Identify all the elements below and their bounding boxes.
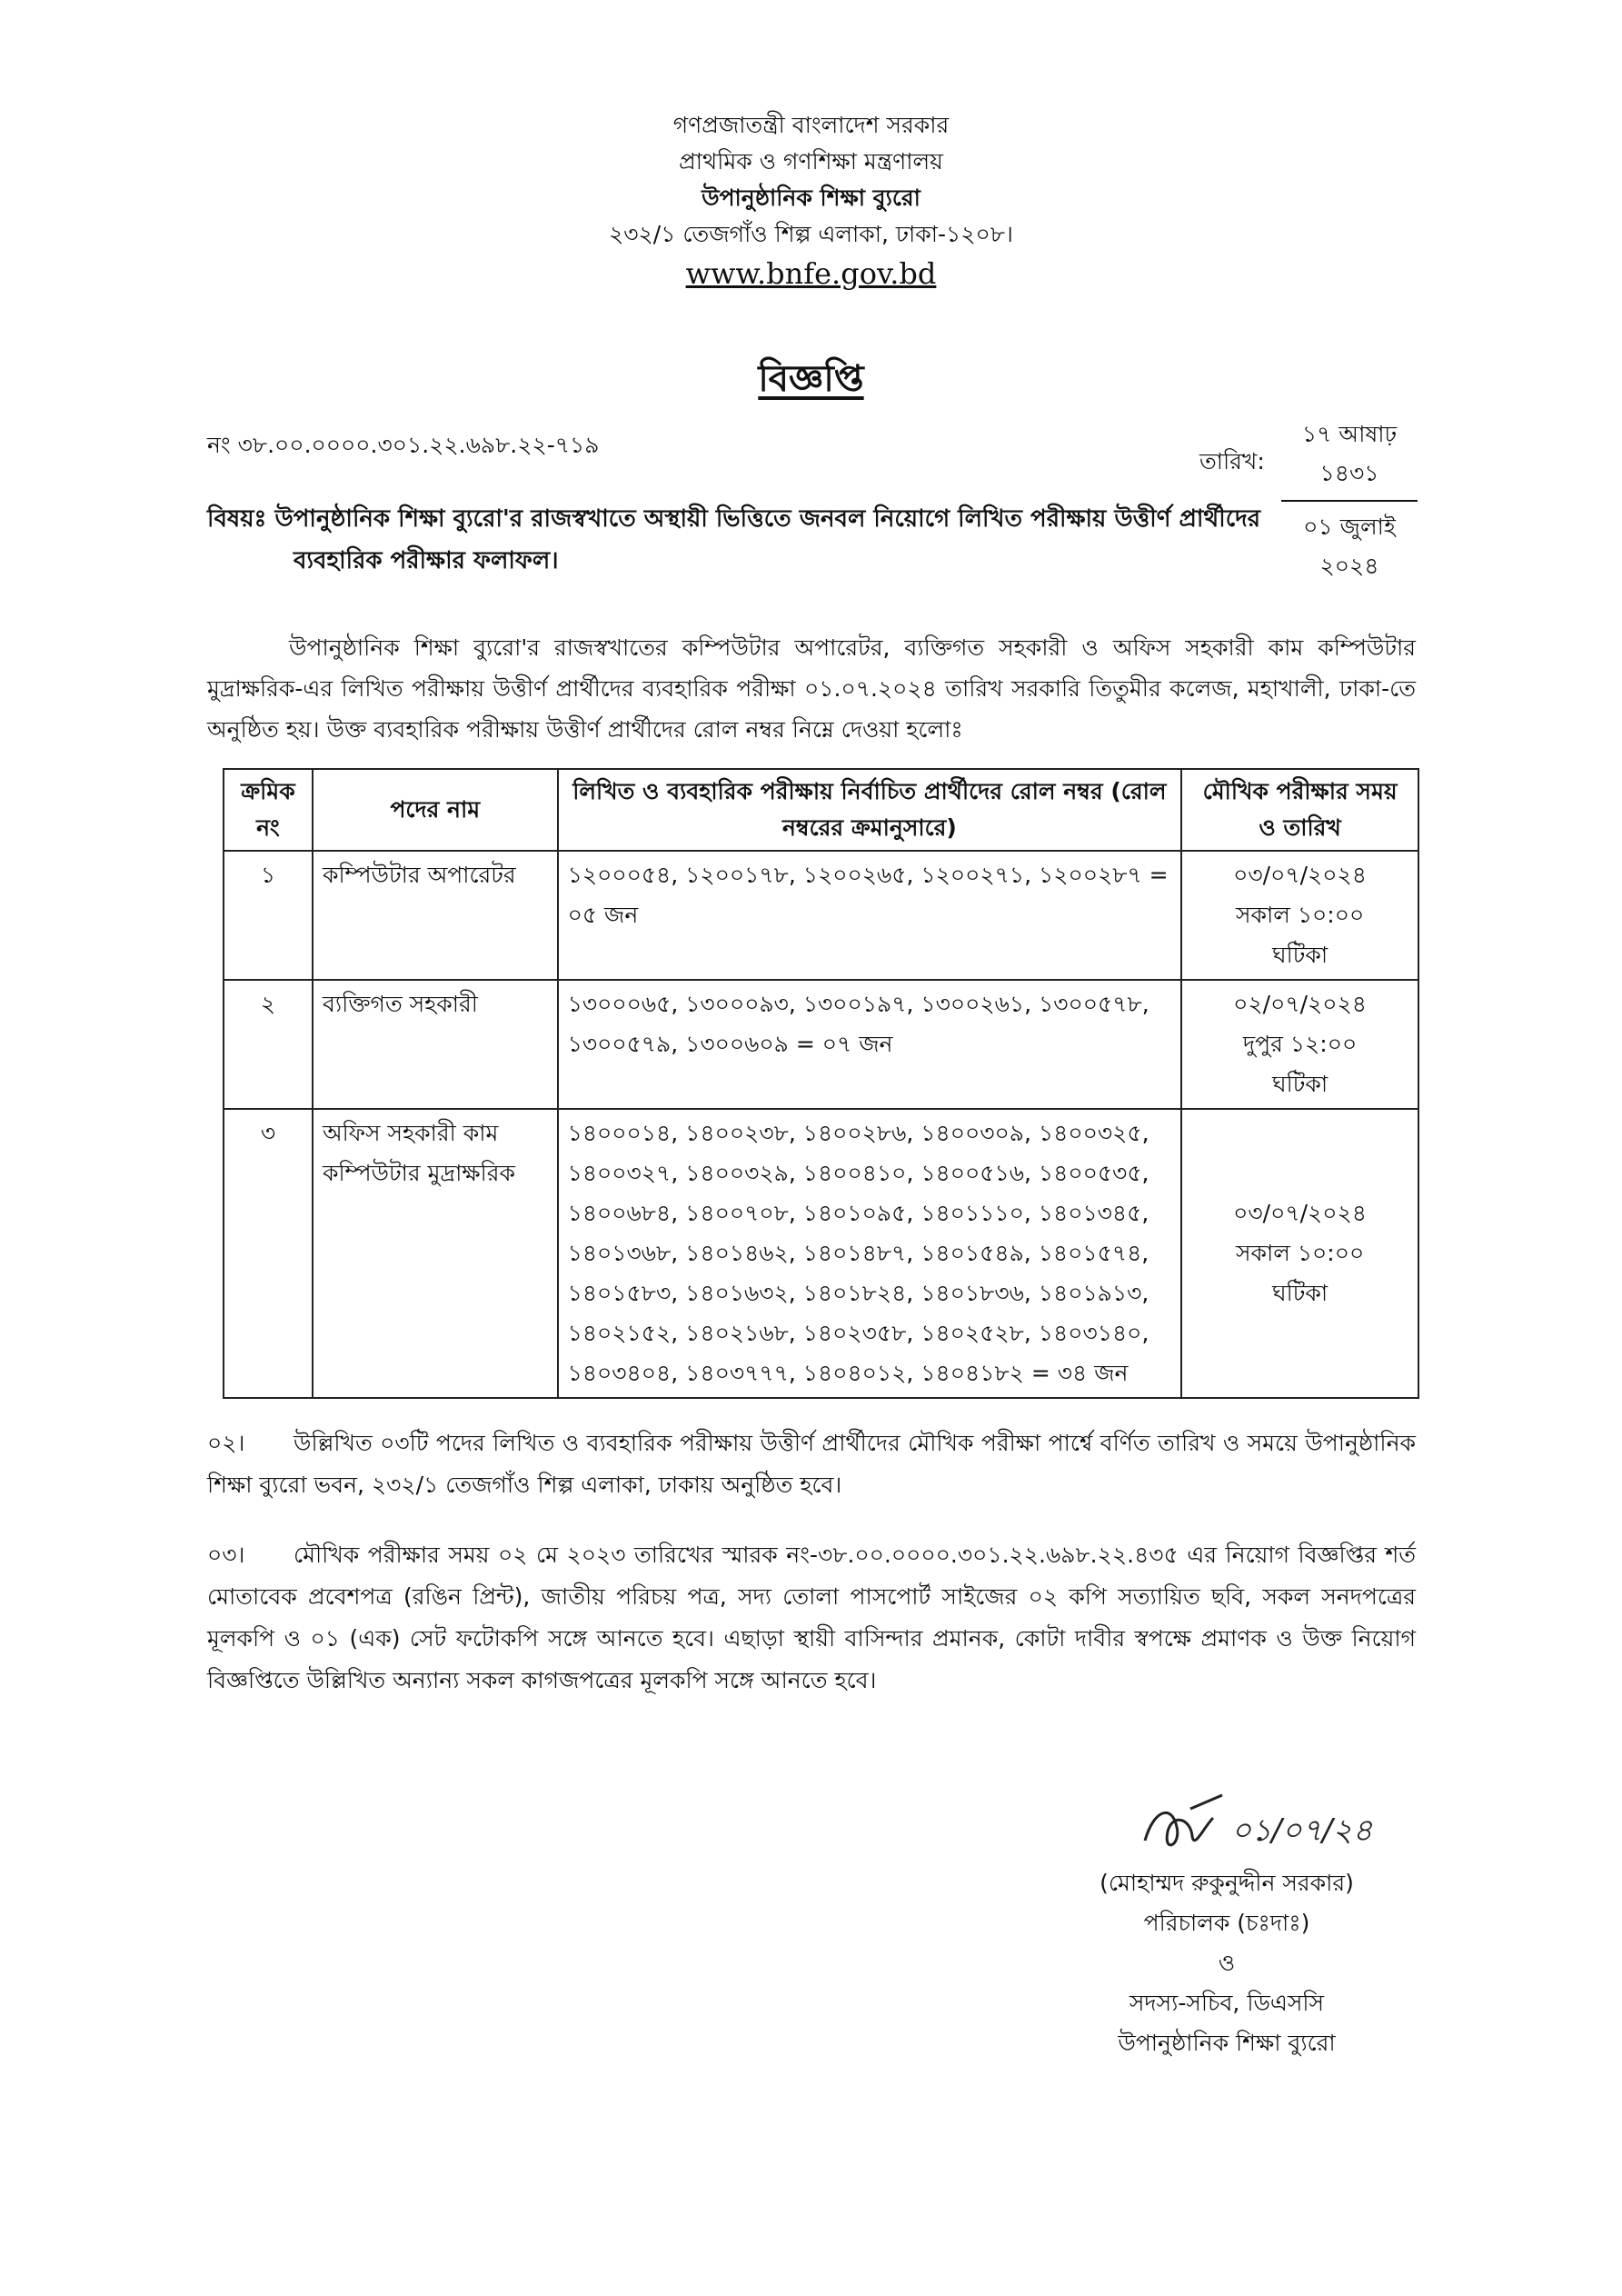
govt-name: গণপ্রজাতন্ত্রী বাংলাদেশ সরকার [672, 112, 950, 138]
signatory-designation-2: সদস্য-সচিব, ডিএসসি [1129, 1990, 1325, 2016]
subject-line-1: উপানুষ্ঠানিক শিক্ষা ব্যুরো'র রাজস্বখাতে অস্থায়ী ভিত্তিতে জনবল নিয়োগে লিখিত পরীক্ষায় উত্তীর্ণ প্রার্থীদের [274, 505, 1261, 533]
header-serial: ক্রমিক নং [224, 769, 313, 851]
website-link[interactable]: www.bnfe.gov.bd [685, 256, 937, 291]
paragraph-2 [207, 1423, 1416, 1506]
row-serial: ৩ [224, 1109, 313, 1398]
row-rolls: ১৪০০০১৪, ১৪০০২৩৮, ১৪০০২৮৬, ১৪০০৩০৯, ১৪০০৩২৫, ১৪০০৩২৭, ১৪০০৩২৯, ১৪০০৪১০, ১৪০০৫১৬, ১৪০০৫৩৫, ১৪০০৬৮৪, ১৪০০৭০৮, ১৪০১০৯৫, ১৪০১১১০, ১৪০১৩৪৫, ১৪০১৩৬৮, ১৪০১৪৬২, ১৪০১৪৮৭, ১৪০১৫৪৯, ১৪০১৫৭৪, ১৪০১৫৮৩, ১৪০১৬৩২, ১৪০১৮২৪, ১৪০১৮৩৬, ১৪০১৯১৩, ১৪০২১৫২, ১৪০২১৬৮, ১৪০২৩৫৮, ১৪০২৫২৮, ১৪০৩১৪০, ১৪০৩৪০৪, ১৪০৩৭৭৭, ১৪০৪০১২, ১৪০৪১৮২ = ৩৪ জন [558, 1109, 1182, 1398]
row-post: কম্পিউটার অপারেটর [313, 851, 558, 980]
viva-date: ০৩/০৭/২০২৪ [1233, 1200, 1368, 1226]
signatory-name: (মোহাম্মদ রুকুনুদ্দীন সরকার) [1100, 1870, 1354, 1896]
row-post: অফিস সহকারী কাম কম্পিউটার মুদ্রাক্ষরিক [313, 1109, 558, 1398]
row-viva [1181, 851, 1418, 980]
viva-unit: ঘটিকা [1272, 1071, 1328, 1097]
notice-title: বিজ্ঞপ্তি [758, 358, 864, 400]
subject-label: বিষয়ঃ [207, 505, 267, 533]
para-text: মৌখিক পরীক্ষার সময় ০২ মে ২০২৩ তারিখের স্মারক নং-৩৮.০০.০০০০.৩০১.২২.৬৯৮.২২.৪৩৫ এর নিয়োগ বিজ্ঞপ্তির শর্ত মোতাবেক প্রবেশপত্র (রঙিন প্রিন্ট), জাতীয় পরিচয় পত্র, সদ্য তোলা পাসপোর্ট সাইজের ০২ কপি সত্যায়িত ছবি, সকল সনদপত্রের মূলকপি ও ০১ (এক) সেট ফটোকপি সঙ্গে আনতে হবে। এছাড়া স্থায়ী বাসিন্দার প্রমানক, কোটা দাবীর স্বপক্ষে প্রমাণক ও উক্ত নিয়োগ বিজ্ঞপ্তিতে উল্লিখিত অন্যান্য সকল কাগজপত্রের মূলকপি সঙ্গে আনতে হবে। [207, 1542, 1416, 1693]
row-rolls: ১২০০০৫৪, ১২০০১৭৮, ১২০০২৬৫, ১২০০২৭১, ১২০০২৮৭ = ০৫ জন [558, 851, 1182, 980]
table-row [224, 851, 1418, 980]
subject-line-2: ব্যবহারিক পরীক্ষার ফলাফল। [294, 547, 559, 574]
header-rolls: লিখিত ও ব্যবহারিক পরীক্ষায় নির্বাচিত প্রার্থীদের রোল নম্বর (রোল নম্বরের ক্রমানুসারে) [558, 769, 1182, 851]
signature-date: ০১/০৭/২৪ [1231, 1812, 1373, 1849]
intro-paragraph: উপানুষ্ঠানিক শিক্ষা ব্যুরো'র রাজস্বখাতের কম্পিউটার অপারেটর, ব্যক্তিগত সহকারী ও অফিস সহকারী কাম কম্পিউটার মুদ্রাক্ষরিক-এর লিখিত পরীক্ষায় উত্তীর্ণ প্রার্থীদের ব্যবহারিক পরীক্ষা ০১.০৭.২০২৪ তারিখ সরকারি তিতুমীর কলেজ, মহাখালী, ঢাকা-তে অনুষ্ঠিত হয়। উক্ত ব্যবহারিক পরীক্ষায় উত্তীর্ণ প্রার্থীদের রোল নম্বর নিম্নে দেওয়া হলোঃ [207, 634, 1416, 743]
viva-time: সকাল ১০:০০ [1235, 1240, 1365, 1266]
para-text: উল্লিখিত ০৩টি পদের লিখিত ও ব্যবহারিক পরীক্ষায় উত্তীর্ণ প্রার্থীদের মৌখিক পরীক্ষা পার্শ্বে বর্ণিত তারিখ ও সময়ে উপানুষ্ঠানিক শিক্ষা ব্যুরো ভবন, ২৩২/১ তেজগাঁও শিল্প এলাকা, ঢাকায় অনুষ্ঠিত হবে। [207, 1430, 1416, 1498]
date-label: তারিখ: [1199, 448, 1265, 474]
signature-block [1036, 1863, 1418, 2063]
table-row [224, 980, 1418, 1109]
signatory-organization: উপানুষ্ঠানিক শিক্ষা ব্যুরো [1118, 2030, 1336, 2056]
memo-number: নং ৩৮.০০.০০০০.৩০১.২২.৬৯৮.২২-৭১৯ [207, 432, 600, 458]
row-post: ব্যক্তিগত সহকারী [313, 980, 558, 1109]
table-header-row [224, 769, 1418, 851]
viva-unit: ঘটিকা [1272, 942, 1328, 968]
results-table [223, 768, 1419, 1399]
date-english: ০১ জুলাই ২০২৪ [1303, 514, 1396, 579]
signatory-conjunction: ও [1218, 1950, 1236, 1976]
row-viva [1181, 980, 1418, 1109]
table-row [224, 1109, 1418, 1398]
subject-block [207, 498, 1416, 582]
handwritten-signature [1136, 1791, 1390, 1863]
viva-unit: ঘটিকা [1272, 1280, 1328, 1306]
para-number: ০২। [207, 1430, 245, 1456]
viva-time: দুপুর ১২:০০ [1243, 1031, 1358, 1057]
viva-time: সকাল ১০:০০ [1235, 902, 1365, 928]
viva-date: ০৩/০৭/২০২৪ [1233, 862, 1368, 888]
para-number: ০৩। [207, 1542, 245, 1568]
row-serial: ২ [224, 980, 313, 1109]
row-rolls: ১৩০০০৬৫, ১৩০০০৯৩, ১৩০০১৯৭, ১৩০০২৬১, ১৩০০৫৭৮, ১৩০০৫৭৯, ১৩০০৬০৯ = ০৭ জন [558, 980, 1182, 1109]
ministry-name: প্রাথমিক ও গণশিক্ষা মন্ত্রণালয় [679, 148, 943, 175]
letterhead [0, 107, 1622, 294]
signatory-designation-1: পরিচালক (চঃদাঃ) [1143, 1910, 1310, 1936]
row-viva [1181, 1109, 1418, 1398]
bureau-address: ২৩২/১ তেজগাঁও শিল্প এলাকা, ঢাকা-১২০৮। [609, 221, 1013, 247]
viva-date: ০২/০৭/২০২৪ [1233, 991, 1368, 1017]
date-bangla: ১৭ আষাঢ় ১৪৩১ [1281, 416, 1418, 502]
bureau-name: উপানুষ্ঠানিক শিক্ষা ব্যুরো [702, 185, 920, 211]
row-serial: ১ [224, 851, 313, 980]
header-post: পদের নাম [313, 769, 558, 851]
header-viva: মৌখিক পরীক্ষার সময় ও তারিখ [1181, 769, 1418, 851]
paragraph-3 [207, 1534, 1416, 1702]
